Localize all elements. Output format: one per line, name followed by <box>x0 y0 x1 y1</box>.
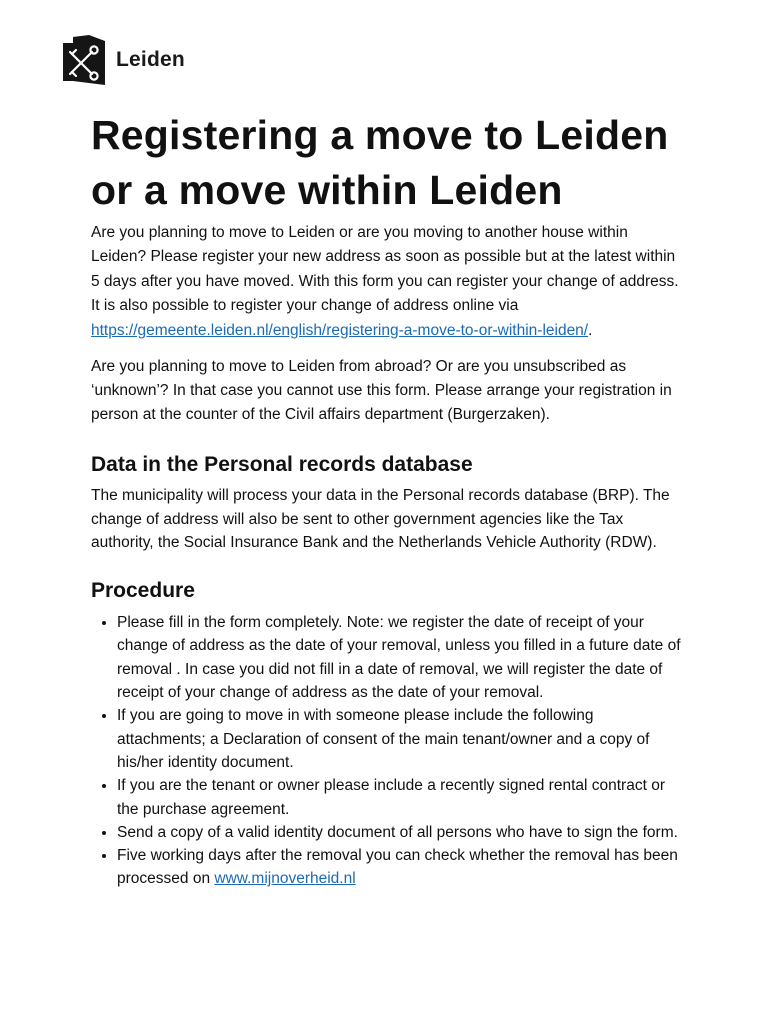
mijnoverheid-link[interactable]: www.mijnoverheid.nl <box>214 870 356 888</box>
leiden-logo <box>63 35 185 85</box>
list-item: • Please fill in the form completely. Note: we register the date of receipt of your change of address as the date of your removal, unless you filled in a future date of removal . In case you did not fill in a date of removal, we will register the date of receipt of your change of address as the date of your removal. <box>117 611 681 704</box>
logo-text: Leiden <box>116 48 185 71</box>
list-item: • If you are the tenant or owner please include a recently signed rental contract or the purchase agreement. <box>117 774 681 821</box>
online-registration-link[interactable]: https://gemeente.leiden.nl/english/registering-a-move-to-or-within-leiden/ <box>91 321 589 339</box>
procedure-list <box>91 611 681 891</box>
intro-paragraph <box>91 221 681 343</box>
list-item-text: Five working days after the removal you can check whether the removal has been processed on <box>117 847 678 888</box>
procedure-heading: Procedure <box>91 579 195 603</box>
page-title: Registering a move to Leiden or a move within Leiden <box>91 112 669 213</box>
list-item <box>117 844 681 891</box>
intro-end: . <box>588 321 593 339</box>
brp-paragraph: The municipality will process your data in the Personal records database (BRP). The change of address will also be sent to other government agencies like the Tax authority, the Social Insurance Bank and the Netherlands Vehicle Authority (RDW). <box>91 487 670 552</box>
brp-heading: Data in the Personal records database <box>91 453 473 477</box>
document-body <box>91 108 681 891</box>
leiden-keys-icon <box>63 35 105 85</box>
intro-text: Are you planning to move to Leiden or are you moving to another house within Leiden? Please register your new address as soon as possible but at the latest within 5 days after you have moved. With this form you can register your change of address. It is also possible to register your change of address online via <box>91 224 679 315</box>
abroad-paragraph: Are you planning to move to Leiden from abroad? Or are you unsubscribed as ‘unknown’? In that case you cannot use this form. Please arrange your registration in person at the counter of the Civil affairs department (Burgerzaken). <box>91 358 672 424</box>
list-item: • If you are going to move in with someone please include the following attachments; a Declaration of consent of the main tenant/owner and a copy of his/her identity document. <box>117 704 681 774</box>
list-item: • Send a copy of a valid identity document of all persons who have to sign the form. <box>117 821 681 844</box>
